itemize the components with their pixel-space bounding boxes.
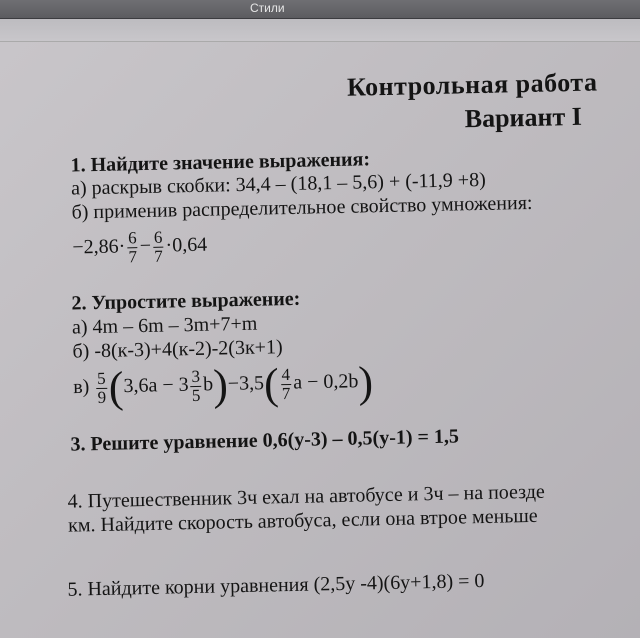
task4-line2: км. Найдите скорость автобуса, если она втрое меньше (67, 504, 538, 537)
task1-expression (72, 228, 208, 268)
expr-part3: ·0,64 (165, 233, 208, 257)
expr-part1: −2,86· (72, 235, 126, 259)
expr-part2: − (139, 234, 152, 258)
fraction-4-7: $\frac{4}{7}$ (281, 364, 291, 403)
task2-b: б) -8(к-3)+4(к-2)-2(3к+1) (72, 336, 283, 363)
fraction-3-5: $\frac{3}{5}$ (191, 366, 201, 405)
variant-title: Вариант I (464, 101, 583, 134)
task2-a: а) 4m – 6m – 3m+7+m (71, 312, 258, 339)
fraction-6-7: $\frac{6}{7}$ (127, 228, 138, 267)
page-title: Контрольная работа (346, 67, 598, 102)
task2-v: в) $\frac{5}{9}$ (3,6a − 3 $\frac{3}{5}$ b)−3,5( $\frac{4}{7}$ a − 0,2b) (73, 357, 374, 412)
task3-text: 3. Решите уравнение 0,6(у-3) – 0,5(у-1) = 1,5 (70, 425, 460, 456)
fraction-6-7-second: $\frac{6}{7}$ (153, 227, 163, 266)
task5-text: 5. Найдите корни уравнения (2,5у -4)(6у+1,8) = 0 (67, 569, 485, 601)
word-ribbon (0, 0, 640, 19)
task1-a: а) раскрыв скобки: 34,4 – (18,1 – 5,6) + (-11,9 +8) (70, 168, 486, 200)
task1-header: 1. Найдите значение выражения: (70, 148, 371, 177)
fraction-5-9: $\frac{5}{9}$ (96, 368, 107, 407)
task2-header: 2. Упростите выражение: (71, 287, 301, 315)
styles-label[interactable]: Стили (250, 1, 285, 15)
task4-line1: 4. Путешественник 3ч ехал на автобусе и 3ч – на поезде (67, 480, 545, 513)
task1-b: б) применив распределительное свойство умножения: (71, 191, 533, 224)
document-page (0, 29, 640, 638)
